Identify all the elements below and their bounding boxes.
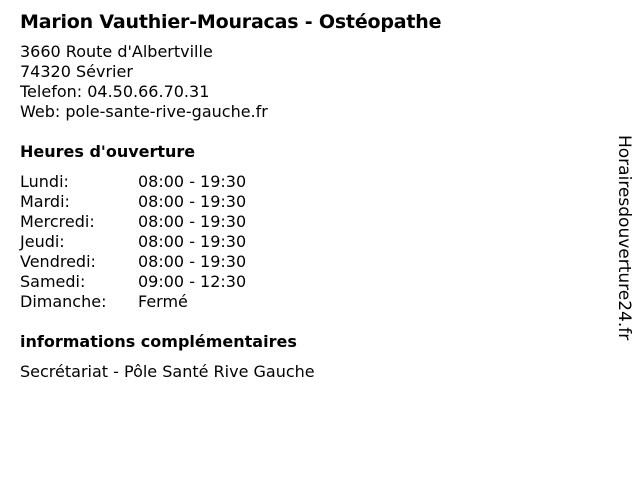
website-link[interactable]: pole-sante-rive-gauche.fr xyxy=(65,102,268,121)
info-heading: informations complémentaires xyxy=(20,332,297,351)
hours-time: 08:00 - 19:30 xyxy=(138,232,247,251)
hours-row xyxy=(20,272,600,292)
page-title: Marion Vauthier-Mouracas - Ostéopathe xyxy=(20,11,442,33)
business-card xyxy=(20,10,600,382)
hours-time: 08:00 - 19:30 xyxy=(138,192,247,211)
hours-time: 09:00 - 12:30 xyxy=(138,272,247,291)
hours-row xyxy=(20,232,600,252)
hours-row xyxy=(20,212,600,232)
hours-day: Mardi: xyxy=(20,192,70,211)
hours-heading: Heures d'ouverture xyxy=(20,142,196,161)
brand-watermark: Horairesdouverture24.fr xyxy=(614,135,634,341)
hours-day: Dimanche: xyxy=(20,292,107,311)
hours-row xyxy=(20,252,600,272)
address-city: 74320 Sévrier xyxy=(20,62,133,81)
hours-time: 08:00 - 19:30 xyxy=(138,172,247,191)
hours-day: Vendredi: xyxy=(20,252,96,271)
address-street: 3660 Route d'Albertville xyxy=(20,42,213,61)
hours-row xyxy=(20,292,600,312)
hours-row xyxy=(20,172,600,192)
address-block xyxy=(20,42,600,122)
hours-day: Mercredi: xyxy=(20,212,95,231)
hours-time: 08:00 - 19:30 xyxy=(138,252,247,271)
hours-time: 08:00 - 19:30 xyxy=(138,212,247,231)
web-line xyxy=(20,102,600,122)
opening-hours-table xyxy=(20,172,600,312)
phone-line xyxy=(20,82,600,102)
hours-day: Samedi: xyxy=(20,272,86,291)
hours-time: Fermé xyxy=(138,292,188,311)
hours-day: Lundi: xyxy=(20,172,69,191)
hours-day: Jeudi: xyxy=(20,232,65,251)
info-text: Secrétariat - Pôle Santé Rive Gauche xyxy=(20,362,315,381)
web-label: Web: xyxy=(20,102,61,121)
phone-number[interactable]: 04.50.66.70.31 xyxy=(87,82,210,101)
hours-row xyxy=(20,192,600,212)
phone-label: Telefon: xyxy=(20,82,83,101)
